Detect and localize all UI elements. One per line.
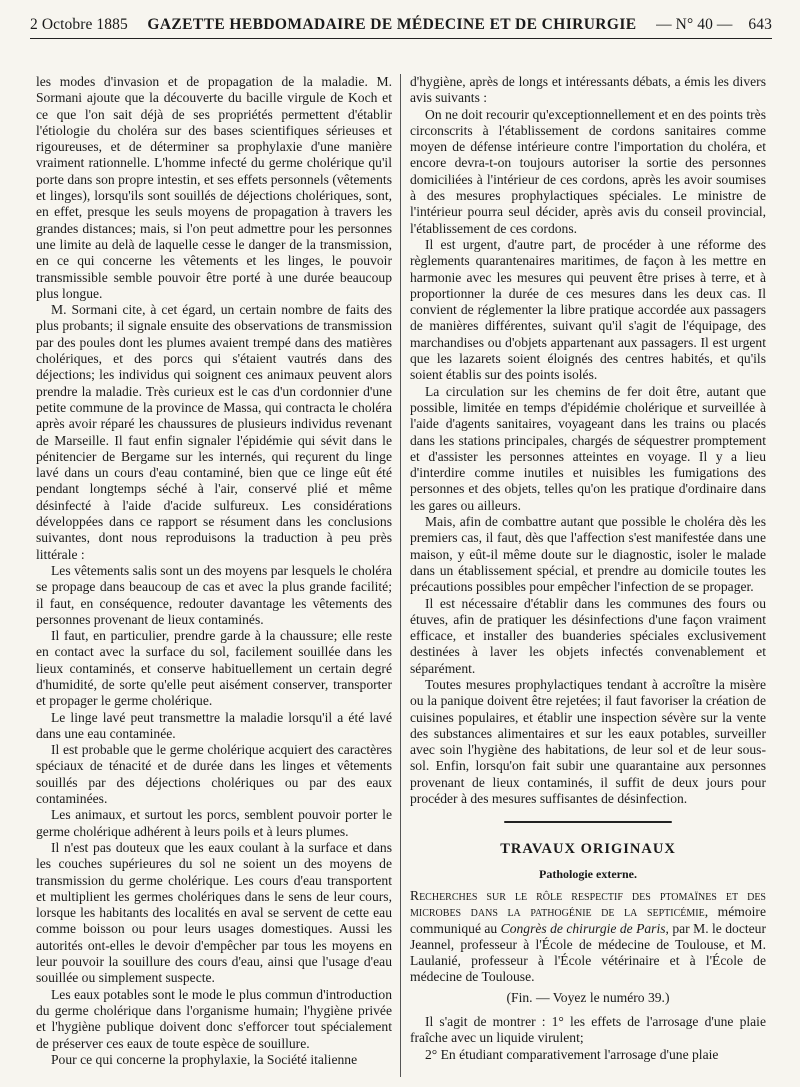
- page-number: 643: [748, 16, 772, 33]
- section-title: TRAVAUX ORIGINAUX: [500, 841, 676, 858]
- journal-title: GAZETTE HEBDOMADAIRE DE MÉDECINE ET DE CHIRURGIE: [147, 16, 637, 33]
- section-separator: [504, 821, 672, 823]
- issue-number: — N° 40 —: [656, 16, 733, 33]
- paragraph: Mais, afin de combattre autant que possible le choléra dès les premiers cas, il faut, dès que l'affection s'est manifestée dans une maison, y eût-il même doute sur le diagnostic, isoler le malade dans un établissement spécial, et prendre au domicile toutes les précautions possibles pour empêcher l'infection de se propager.: [410, 514, 766, 595]
- article-title: Recherches sur le rôle respectif des ptomaïnes et des microbes dans la pathogénie de la septicémie,: [410, 887, 766, 920]
- right-column: [410, 74, 766, 1063]
- paragraph: d'hygiène, après de longs et intéressants débats, a émis les divers avis suivants :: [410, 74, 766, 106]
- continuation-note: (Fin. — Voyez le numéro 39.): [506, 989, 670, 1005]
- paragraph: Il est urgent, d'autre part, de procéder à une réforme des règlements quarantenaires maritimes, de façon à les mettre en harmonie avec les mesures qui peuvent être prises à terre, et à proportionner la durée de ces mesures dans les deux cas. Il convient de réglementer la libre pratique accordée aux passagers de manières différentes, suivant qu'il s'agit de l'équipage, des marchandises ou d'objets appartenant aux passagers. Il est urgent que les lazarets soient éloignés des centres habités, et qu'ils soient établis sur des points isolés.: [410, 236, 766, 383]
- paragraph: les modes d'invasion et de propagation de la maladie. M. Sormani ajoute que la découverte du bacille virgule de Koch et ce que l'on sait déjà de ses propriétés permettent d'établir l'étiologie du choléra sur des bases scientifiques sérieuses et rigoureuses, et de déterminer sa prophylaxie d'une manière vraiment rationnelle. L'homme infecté du germe cholérique qu'il porte dans son propre intestin, et ses effets personnels (vêtements et linges), lorsqu'ils sont souillés de déjections cholériques, sont, en effet, presque les seuls moyens de propagation à travers les grandes distances; mais, si l'on peut admettre pour les personnes une limite au delà de laquelle cesse le danger de la transmission, en ce qui concerne les vêtements et les linges, le pouvoir transmissible semble pouvoir être porté à une durée beaucoup plus longue.: [36, 74, 392, 301]
- paragraph: 2° En étudiant comparativement l'arrosage d'une plaie: [425, 1046, 719, 1062]
- paragraph: Le linge lavé peut transmettre la maladie lorsqu'il a été lavé dans une eau contaminée.: [36, 709, 392, 741]
- issue-date: 2 Octobre 1885: [30, 16, 128, 33]
- paragraph: Toutes mesures prophylactiques tendant à accroître la misère ou la panique doivent être rejetées; il faut favoriser la création de cuisines populaires, et établir une inspection sévère sur la vente des substances alimentaires et sur les eaux potables, surveiller avec soin l'hygiène des habitations, de leur sol et de leur sous-sol. Enfin, lorsqu'on fait subir une quarantaine aux personnes provenant de lieux contaminés, il suffit de deux jours pour procéder à des mesures suffisantes de désinfection.: [410, 676, 766, 807]
- paragraph: Il s'agit de montrer : 1° les effets de l'arrosage d'une plaie fraîche avec un liquide virulent;: [410, 1014, 766, 1046]
- article-heading: [410, 888, 766, 986]
- paragraph: Les vêtements salis sont un des moyens par lesquels le choléra se propage dans beaucoup de cas et avec la plus grande facilité; il faut, en conséquence, redouter davantage les vêtements des personnes provenant de lieux contaminés.: [36, 562, 392, 627]
- left-column: [36, 74, 392, 1068]
- header-rule: [30, 38, 772, 39]
- paragraph: Il faut, en particulier, prendre garde à la chaussure; elle reste en contact avec la surface du sol, facilement souillée dans les lieux contaminés, et conserve habituellement un certain degré d'humidité, de sorte qu'elle peut aisément conserver, transporter et propager le germe cholérique.: [36, 628, 392, 709]
- paragraph: Les eaux potables sont le mode le plus commun d'introduction du germe cholérique dans l'organisme humain; l'hygiène privée et l'hygiène publique doivent donc s'efforcer tout spécialement de préserver ces eaux de toute espèce de souillure.: [36, 986, 392, 1051]
- article-intro: mémoire communiqué au: [410, 904, 766, 936]
- paragraph: Les animaux, et surtout les porcs, semblent pouvoir porter le germe cholérique adhérent à leurs poils et à leurs plumes.: [36, 807, 392, 839]
- paragraph: Il n'est pas douteux que les eaux coulant à la surface et dans les couches supérieures du sol ne soient un des moyens de transmission du germe cholérique. Les cours d'eau transportent et multiplient les germes cholériques dans le sens de leur cours, lorsque les habitants des localités en aval se servent de cette eau comme boisson ou pour leurs usages domestiques. Aussi les autorités ont-elles le devoir d'empêcher par tous les moyens en leur pouvoir la souillure des cours d'eau, ainsi que l'usage d'eau souillée ou simplement suspecte.: [36, 839, 392, 986]
- column-divider: [400, 74, 401, 1077]
- section-subtitle: Pathologie externe.: [539, 866, 637, 881]
- page-header: [30, 16, 772, 34]
- paragraph: La circulation sur les chemins de fer doit être, autant que possible, limitée en temps d'épidémie cholérique et surveillée à l'aide d'agents sanitaires, voyageant dans les trains ou placés dans les stations principales, chargés de séquestrer promptement et d'assister les personnes atteintes en voyage. Il y a lieu d'interdire comme inutiles et nuisibles les fumigations des personnes et des objets, telles qu'on les pratique d'ordinaire dans les gares ou ailleurs.: [410, 383, 766, 513]
- paragraph: Il est probable que le germe cholérique acquiert des caractères spéciaux de ténacité et de durée dans les linges et vêtements souillés par des déjections cholériques ou par des eaux contaminées.: [36, 742, 392, 807]
- paragraph: On ne doit recourir qu'exceptionnellement et en des points très circonscrits à l'établissement de cordons sanitaires comme moyen de défense intérieure contre l'importation du choléra, et encore devra-t-on toujours autoriser la sortie des personnes domiciliées à l'intérieur de ces cordons, après les avoir soumises à des mesures prophylactiques spéciales. Le ministre de l'intérieur pourra seul décider, après avis du conseil provincial, l'établissement de ces cordons.: [410, 106, 766, 236]
- article-venue: Congrès de chirurgie de Paris: [500, 920, 666, 936]
- paragraph: Pour ce qui concerne la prophylaxie, la Société italienne: [51, 1051, 358, 1067]
- paragraph: Il est nécessaire d'établir dans les communes des fours ou étuves, afin de pratiquer les désinfections d'une façon vraiment efficace, et installer des buanderies spéciales exclusivement destinées à laver les objets infectés convenablement et séparément.: [410, 595, 766, 676]
- article-authors: , par M. le docteur Jeannel, professeur à l'École de médecine de Toulouse, et M. Laulanié, professeur à l'École vétérinaire et à l'École de médecine de Toulouse.: [410, 920, 766, 985]
- paragraph: M. Sormani cite, à cet égard, un certain nombre de faits des plus probants; il signale ensuite des observations de transmission par des poules dont les plumes avaient trempé dans des matières cholériques, et des porcs qui s'étaient vautrés dans des déjections; les individus qui soignent ces animaux peuvent alors prendre la maladie. Très curieux est le cas d'un cordonnier d'une petite commune de la province de Massa, qui contracta le choléra après avoir réparé les chaussures de plusieurs individus revenant de Marseille. Il faut enfin signaler l'épidémie qui sévit dans le pénitencier de Bergame sur les internés, qui reçurent du linge lavé dans un cours d'eau contaminé, bien que ce linge eût été pendant longtemps séché à l'air, conservé plié et même désinfecté à l'aide d'acide sulfureux. Les considérations développées dans ce rapport se résument dans les conclusions suivantes, dont nous reproduisons la traduction à peu près littérale :: [36, 302, 392, 562]
